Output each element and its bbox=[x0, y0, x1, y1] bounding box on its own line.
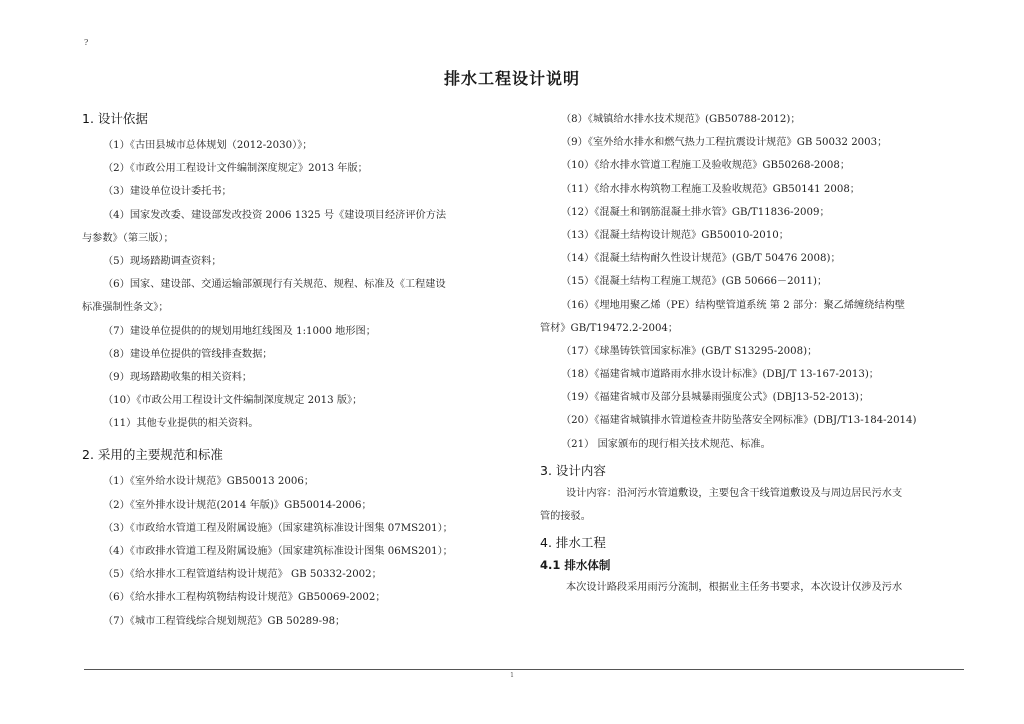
standard-item: （8）《城镇给水排水技术规范》(GB50788-2012)； bbox=[561, 114, 801, 125]
standard-item: （9）《室外给水排水和燃气热力工程抗震设计规范》GB 50032 2003； bbox=[561, 137, 888, 149]
left-column bbox=[82, 108, 512, 633]
section-3-heading: 3. 设计内容 bbox=[540, 462, 606, 478]
standard-item: （4）《市政排水管道工程及附属设施》（国家建筑标准设计图集 06MS201）； bbox=[103, 546, 453, 557]
design-content-line: 管的接驳。 bbox=[540, 511, 591, 522]
basis-item: （6）国家、建设部、交通运输部颁现行有关规范、规程、标准及《工程建设 bbox=[103, 279, 446, 291]
corner-mark: ? bbox=[84, 38, 89, 47]
right-column bbox=[540, 108, 970, 599]
section-4-heading: 4. 排水工程 bbox=[540, 535, 606, 551]
standard-item: （20）《福建省城镇排水管道检查井防坠落安全网标准》(DBJ/T13-184-2014) bbox=[561, 415, 917, 427]
section-4-1-heading: 4.1 排水体制 bbox=[540, 558, 611, 573]
standard-item: （3）《市政给水管道工程及附属设施》（国家建筑标准设计图集 07MS201）； bbox=[103, 522, 453, 534]
section-1-heading: 1. 设计依据 bbox=[82, 111, 148, 126]
basis-item: （8）建设单位提供的管线排查数据； bbox=[103, 348, 273, 360]
basis-item: （10）《市政公用工程设计文件编制深度规定 2013 版》； bbox=[103, 395, 363, 407]
section-2-heading: 2. 采用的主要规范和标准 bbox=[82, 447, 223, 463]
standard-item: （18）《福建省城市道路雨水排水设计标准》(DBJ/T 13-167-2013)； bbox=[561, 369, 879, 381]
basis-item-continuation: 与参数》（第三版）； bbox=[82, 232, 174, 244]
standard-item: （12）《混凝土和钢筋混凝土排水管》GB/T11836-2009； bbox=[561, 206, 830, 218]
basis-item: （11）其他专业提供的相关资料。 bbox=[103, 418, 259, 430]
standard-item: （13）《混凝土结构设计规范》GB50010-2010； bbox=[561, 229, 789, 241]
basis-item: （5）现场踏勘调查资料； bbox=[103, 255, 222, 267]
standard-item: （21） 国家颁布的现行相关技术规范、标准。 bbox=[561, 438, 771, 450]
page-title: 排水工程设计说明 bbox=[443, 69, 580, 88]
standard-item: （17）《球墨铸铁管国家标准》(GB/T S13295-2008)； bbox=[561, 345, 818, 357]
standard-item: （5）《给水排水工程管道结构设计规范》 GB 50332-2002； bbox=[103, 569, 382, 581]
standard-item: （10）《给水排水管道工程施工及验收规范》GB50268-2008； bbox=[561, 160, 851, 172]
basis-item: （1）《古田县城市总体规划（2012-2030）》； bbox=[103, 140, 313, 151]
footer-rule bbox=[84, 669, 964, 670]
standard-item-continuation: 管材》GB/T19472.2-2004； bbox=[540, 322, 679, 334]
drainage-system-line: 本次设计路段采用雨污分流制，根据业主任务书要求，本次设计仅涉及污水 bbox=[566, 582, 903, 594]
design-content-line: 设计内容：沿河污水管道敷设，主要包含干线管道敷设及与周边居民污水支 bbox=[566, 487, 903, 499]
standard-item: （1）《室外给水设计规范》GB50013 2006； bbox=[103, 476, 315, 488]
standard-item: （14）《混凝土结构耐久性设计规范》(GB/T 50476 2008)； bbox=[561, 253, 841, 265]
basis-item: （9）现场踏勘收集的相关资料； bbox=[103, 371, 253, 383]
basis-item-continuation: 标准强制性条文》； bbox=[82, 302, 169, 314]
page-number: 1 bbox=[510, 672, 514, 679]
standard-item: （6）《给水排水工程构筑物结构设计规范》GB50069-2002； bbox=[103, 592, 386, 604]
standard-item: （7）《城市工程管线综合规划规范》GB 50289-98； bbox=[103, 615, 346, 627]
basis-item: （4）国家发改委、建设部发改投资 2006 1325 号《建设项目经济评价方法 bbox=[103, 209, 447, 221]
standard-item: （11）《给水排水构筑物工程施工及验收规范》GB50141 2008； bbox=[561, 183, 860, 195]
standard-item: （19）《福建省城市及部分县城暴雨强度公式》(DBJ13-52-2013)； bbox=[561, 392, 870, 404]
basis-item: （7）建设单位提供的的规划用地红线图及 1:1000 地形图； bbox=[103, 325, 376, 337]
basis-item: （3）建设单位设计委托书； bbox=[103, 186, 232, 198]
standard-item: （16）《埋地用聚乙烯（PE）结构壁管道系统 第 2 部分：聚乙烯缠绕结构壁 bbox=[561, 299, 905, 311]
basis-item: （2）《市政公用工程设计文件编制深度规定》2013 年版； bbox=[103, 163, 368, 175]
standard-item: （15）《混凝土结构工程施工规范》(GB 50666－2011)； bbox=[561, 276, 828, 288]
standard-item: （2）《室外排水设计规范(2014 年版)》GB50014-2006； bbox=[103, 499, 372, 511]
